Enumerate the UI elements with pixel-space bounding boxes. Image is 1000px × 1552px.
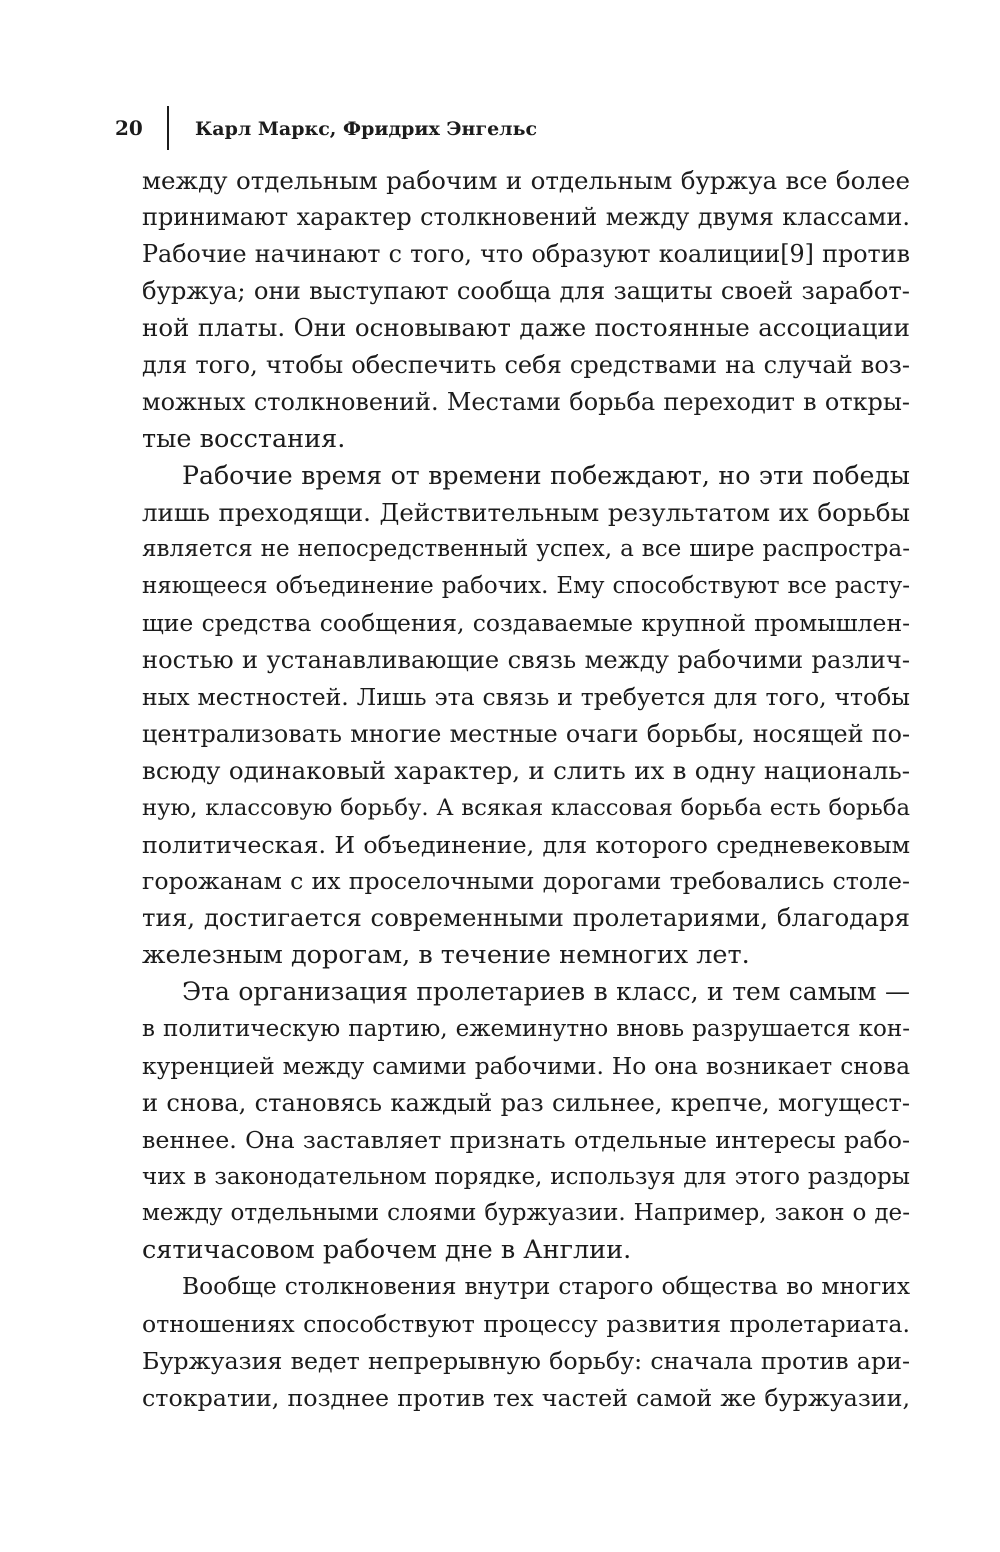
text-line: Буржуазия ведет непрерывную борьбу: сначала против ари- (142, 1347, 910, 1375)
text-line: Рабочие время от времени побеждают, но эти победы (182, 461, 910, 490)
text-line: лишь преходящи. Действительным результатом их борьбы (142, 498, 910, 527)
text-line: щие средства сообщения, создаваемые крупной промышлен- (142, 609, 910, 637)
text-line: стократии, позднее против тех частей самой же буржуазии, (142, 1384, 910, 1412)
page-number: 20 (115, 116, 143, 140)
text-line: Вообще столкновения внутри старого общества во многих (182, 1273, 910, 1300)
text-line: принимают характер столкновений между двумя классами. (142, 203, 910, 231)
text-line: Эта организация пролетариев в класс, и тем самым — (182, 977, 910, 1006)
running-head-authors: Карл Маркс, Фридрих Энгельс (195, 118, 538, 140)
text-line: политическая. И объединение, для которого средневековым (142, 831, 910, 859)
text-line: является не непосредственный успех, а все шире распростра- (142, 536, 910, 562)
text-line: централизовать многие местные очаги борьбы, носящей по- (142, 720, 910, 748)
text-line: железным дорогам, в течение немногих лет. (142, 940, 750, 970)
text-line: тия, достигается современными пролетариями, благодаря (142, 903, 910, 932)
text-line: чих в законодательном порядке, используя для этого раздоры (142, 1164, 910, 1190)
text-line: между отдельными слоями буржуазии. Например, закон о де- (142, 1200, 910, 1226)
text-line: между отдельным рабочим и отдельным буржуа все более (142, 166, 910, 195)
text-line: отношениях способствуют процессу развития пролетариата. (142, 1310, 910, 1338)
text-line: куренцией между самими рабочими. Но она возникает снова (142, 1052, 910, 1080)
text-line: ностью и устанавливающие связь между рабочими различ- (142, 646, 910, 674)
text-line: ную, классовую борьбу. А всякая классовая борьба есть борьба (142, 795, 910, 821)
text-line: и снова, становясь каждый раз сильнее, крепче, могущест- (142, 1089, 910, 1117)
text-line: всюду одинаковый характер, и слить их в одну националь- (142, 756, 910, 785)
text-line: ных местностей. Лишь эта связь и требуется для того, чтобы (142, 683, 910, 711)
text-line: ной платы. Они основывают даже постоянные ассоциации (142, 313, 910, 342)
text-line: сятичасовом рабочем дне в Англии. (142, 1235, 632, 1265)
text-line: буржуа; они выступают сообща для защиты своей заработ- (142, 276, 910, 305)
header-divider (167, 106, 169, 150)
text-line: тые восстания. (142, 424, 346, 454)
text-line: Рабочие начинают с того, что образуют коалиции[9] против (142, 240, 910, 268)
text-line: в политическую партию, ежеминутно вновь разрушается кон- (142, 1016, 910, 1042)
text-line: для того, чтобы обеспечить себя средствами на случай воз- (142, 351, 910, 379)
text-line: няющееся объединение рабочих. Ему способствуют все расту- (142, 573, 910, 599)
text-line: можных столкновений. Местами борьба переходит в откры- (142, 388, 910, 416)
text-line: горожанам с их проселочными дорогами требовались столе- (142, 867, 910, 895)
text-line: веннее. Она заставляет признать отдельные интересы рабо- (142, 1126, 910, 1154)
